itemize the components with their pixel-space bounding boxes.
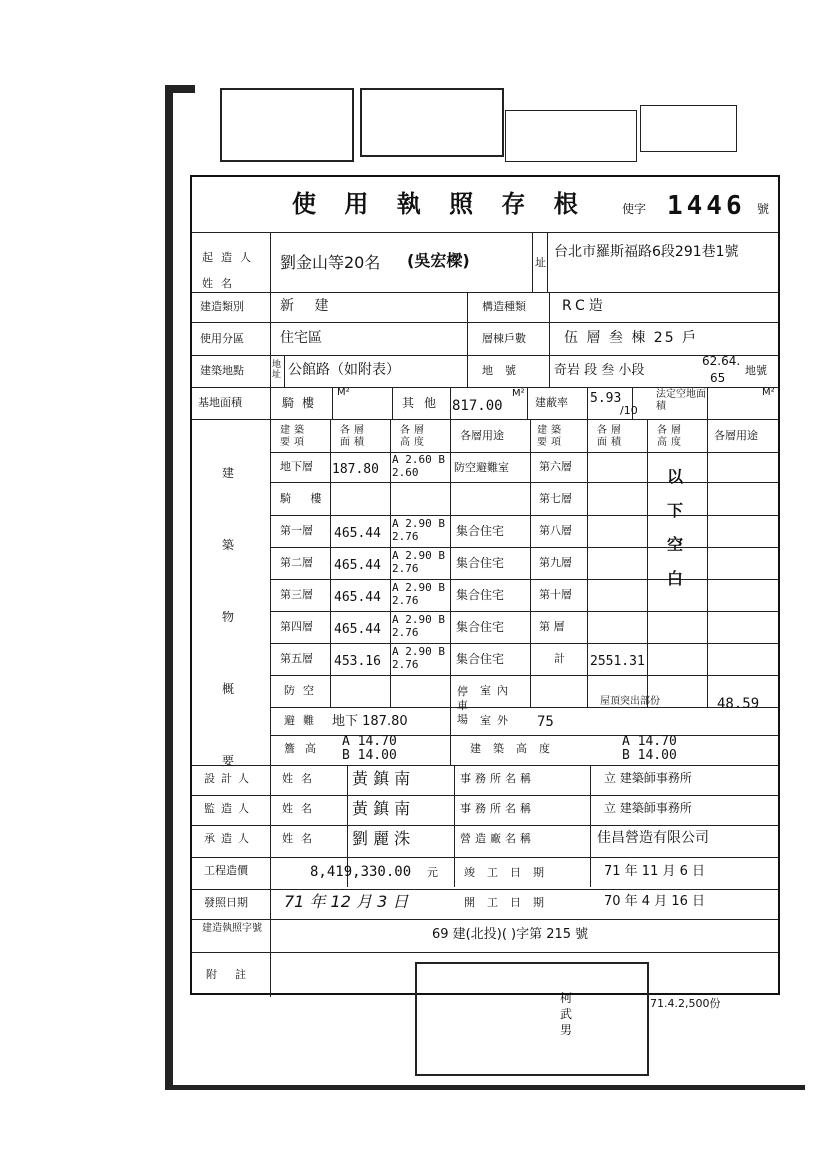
contractor-name: 劉 麗 洙 — [352, 829, 411, 848]
issue-date: 71 年 12 月 3 日 — [284, 892, 409, 911]
zone-value: 住宅區 — [280, 330, 322, 346]
civil-defense-label: 防空 — [284, 684, 322, 697]
unit-m2: M² — [512, 388, 525, 399]
floor-height: A 2.90 B 2.76 — [392, 549, 445, 575]
permit-card — [190, 175, 780, 995]
floor-use: 集合住宅 — [456, 620, 505, 634]
lot-numbers: 62.64. — [702, 354, 741, 368]
scan-border — [165, 85, 195, 93]
floor-use: 集合住宅 — [456, 524, 505, 538]
applicant-name: 劉金山等20名 — [280, 253, 381, 272]
start-date: 70 年 4 月 16 日 — [604, 894, 706, 909]
name-label: 姓名 — [282, 772, 320, 785]
coverage-denominator: /10 — [620, 404, 638, 417]
remarks-label: 附註 — [206, 968, 264, 981]
col-item-header: 建築要項 — [280, 425, 308, 448]
eave-label: 簷高 — [284, 742, 326, 755]
floor-height: A 2.60 B 2.60 — [392, 453, 445, 479]
floor-name: 第一層 — [280, 524, 313, 537]
site-address-tag: 地址 — [272, 360, 282, 380]
supervisor-name: 黃 鎮 南 — [352, 799, 411, 818]
upper-floor-name: 第九層 — [539, 556, 572, 569]
contractor-label: 承造人 — [204, 832, 255, 845]
floor-area: 187.80 — [332, 462, 379, 477]
site-road: 公館路（如附表） — [288, 362, 400, 378]
floor-height: A 2.90 B 2.76 — [392, 645, 445, 671]
outdoor-label: 室外 — [480, 714, 514, 727]
col-height-header-2: 各層高度 — [657, 425, 685, 448]
upper-floor-name: 第七層 — [539, 492, 572, 505]
roof-label: 屋頂突出部份 — [600, 696, 660, 707]
applicant-address: 台北市羅斯福路6段291巷1號 — [554, 244, 739, 260]
floor-name: 第五層 — [280, 652, 313, 665]
floor-name: 第四層 — [280, 620, 313, 633]
other-label: 其他 — [402, 396, 447, 410]
floor-area: 465.44 — [334, 526, 381, 541]
permit-number: 69 建(北投)( )字第 215 號 — [432, 927, 589, 942]
address-label: 址 — [535, 256, 546, 269]
col-use-header-2: 各層用途 — [714, 429, 758, 442]
parking-label: 停車場 — [457, 685, 468, 726]
col-item-header-2: 建築要項 — [537, 425, 565, 448]
lot-section: 奇岩 段 叁 小段 — [554, 363, 645, 378]
floor-name: 第二層 — [280, 556, 313, 569]
office-label: 事務所名稱 — [460, 772, 535, 785]
upper-floor-name: 第八層 — [539, 524, 572, 537]
print-note: 71.4.2,500份 — [650, 997, 721, 1010]
height-b: B 14.00 — [622, 748, 677, 763]
company-label: 營造廠名稱 — [460, 832, 535, 845]
floor-name: 地下層 — [280, 460, 313, 473]
floors-value: 伍 層 叁 棟 25 戶 — [564, 330, 699, 346]
name-label: 姓名 — [282, 802, 320, 815]
total-area: 2551.31 — [590, 654, 645, 669]
serial-number: 1446 — [667, 191, 746, 221]
serial-prefix: 使字 — [622, 202, 647, 216]
floor-height: A 2.90 B 2.76 — [392, 581, 445, 607]
col-area-header-2: 各層面積 — [597, 425, 625, 448]
refuge-label: 避難 — [284, 714, 322, 727]
office-label: 事務所名稱 — [460, 802, 535, 815]
outdoor-parking: 75 — [537, 714, 554, 730]
floor-use: 集合住宅 — [456, 588, 505, 602]
coverage-value: 5.93 — [590, 391, 622, 406]
roof-area: 48.59 — [717, 696, 760, 712]
eave-a: A 14.70 — [342, 734, 397, 749]
clerk-seal: 柯武男 — [560, 991, 573, 1037]
name-label: 姓名 — [282, 832, 320, 845]
col-height-header: 各層高度 — [400, 425, 428, 448]
designer-office: 立 建築師事務所 — [604, 771, 692, 785]
floor-height: A 2.90 B 2.76 — [392, 613, 445, 639]
card-title: 使 用 執 照 存 根 — [292, 190, 588, 218]
upper-floor-name: 第六層 — [539, 460, 572, 473]
floor-name: 騎 樓 — [280, 492, 330, 505]
floor-name: 第三層 — [280, 588, 313, 601]
indoor-label: 室內 — [480, 684, 514, 697]
other-area: 817.00 — [452, 398, 503, 414]
unit-m2: M² — [337, 387, 350, 398]
coverage-label: 建蔽率 — [535, 396, 568, 409]
total-label: 計 — [554, 652, 565, 665]
floor-area: 465.44 — [334, 558, 381, 573]
site-label: 建築地點 — [200, 364, 244, 377]
upper-floor-name: 第 層 — [539, 620, 565, 633]
floor-area: 465.44 — [334, 590, 381, 605]
scan-border — [165, 1085, 805, 1090]
refuge-area: 地下 187.80 — [332, 714, 408, 729]
lot-label: 地號 — [482, 364, 528, 377]
cost-label: 工程造價 — [204, 864, 248, 877]
building-height-label: 建築高度 — [470, 742, 562, 755]
bottom-stamp — [415, 962, 649, 1076]
upper-floor-name: 第十層 — [539, 588, 572, 601]
top-stamp-2 — [360, 88, 504, 157]
supervisor-label: 監造人 — [204, 802, 255, 815]
lot-numbers-2: 65 — [710, 371, 726, 385]
col-area-header: 各層面積 — [340, 425, 368, 448]
applicant-seal: (吳宏樑) — [407, 251, 470, 270]
floor-use: 集合住宅 — [456, 556, 505, 570]
issue-date-label: 發照日期 — [204, 896, 248, 909]
supervisor-office: 立 建築師事務所 — [604, 801, 692, 815]
complete-date: 71 年 11 月 6 日 — [604, 864, 706, 879]
designer-label: 設計人 — [204, 772, 255, 785]
top-stamp-3 — [505, 110, 637, 162]
scan-border — [165, 85, 173, 1090]
applicant-label: 起造人 姓名 — [202, 251, 259, 290]
contractor-company: 佳昌營造有限公司 — [597, 830, 709, 846]
height-a: A 14.70 — [622, 734, 677, 749]
floor-area: 453.16 — [334, 654, 381, 669]
structure-value: RC造 — [562, 298, 607, 314]
floor-use: 防空避難室 — [454, 461, 509, 474]
blank-note: 以下空白 — [667, 467, 684, 588]
col-use-header: 各層用途 — [460, 429, 504, 442]
floor-use: 集合住宅 — [456, 652, 505, 666]
floor-area: 465.44 — [334, 622, 381, 637]
serial-suffix: 號 — [757, 202, 770, 216]
build-type-value: 新 建 — [280, 298, 337, 314]
arcade-label: 騎樓 — [282, 396, 323, 410]
eave-b: B 14.00 — [342, 748, 397, 763]
unit-m2: M² — [762, 387, 775, 398]
structure-label: 構造種類 — [482, 300, 526, 313]
build-type-label: 建造類別 — [200, 300, 244, 313]
cost-value: 8,419,330.00 — [310, 864, 412, 880]
floor-height: A 2.90 B 2.76 — [392, 517, 445, 543]
legal-open-label: 法定空地面積 — [656, 389, 706, 412]
building-overview-label: 建築物概要 — [222, 466, 235, 768]
base-area-label: 基地面積 — [198, 396, 242, 409]
complete-date-label: 竣工日期 — [464, 866, 556, 879]
top-stamp-1 — [220, 88, 354, 162]
floors-label: 層棟戶數 — [482, 332, 526, 345]
permit-no-label: 建造執照字號 — [202, 923, 262, 934]
cost-unit: 元 — [427, 866, 438, 879]
designer-name: 黃 鎮 南 — [352, 769, 411, 788]
start-date-label: 開工日期 — [464, 896, 556, 909]
zone-label: 使用分區 — [200, 332, 244, 345]
lot-suffix: 地號 — [745, 364, 767, 377]
top-stamp-4 — [640, 105, 737, 152]
